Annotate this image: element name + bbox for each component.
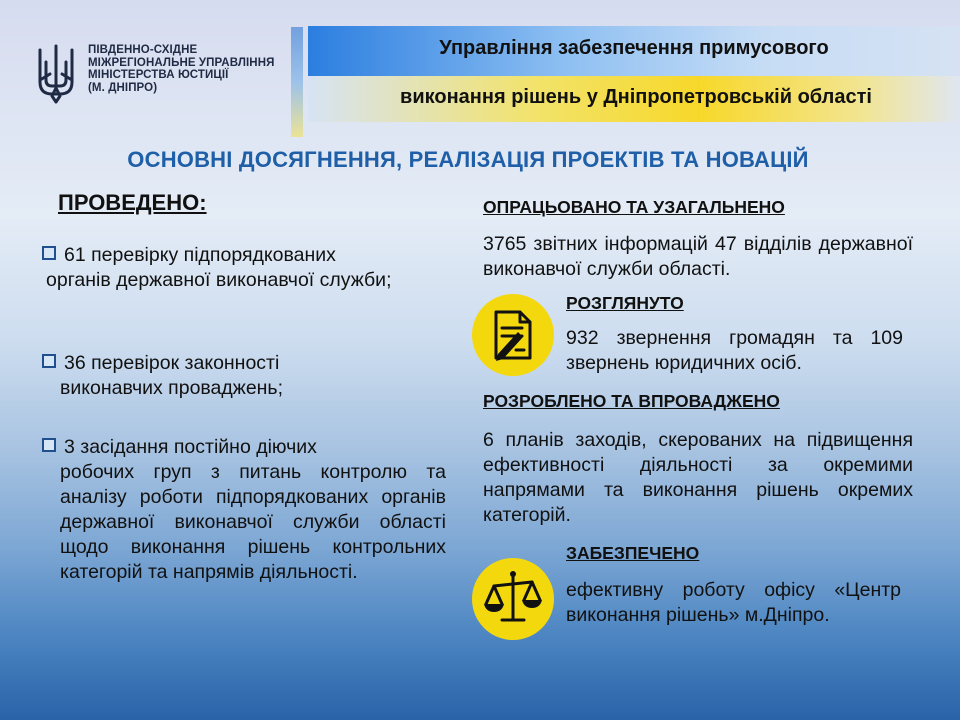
processed-heading: ОПРАЦЬОВАНО ТА УЗАГАЛЬНЕНО (483, 197, 785, 217)
org-line: ПІВДЕННО-СХІДНЕ (88, 44, 198, 56)
org-line: МІЖРЕГІОНАЛЬНЕ УПРАВЛІННЯ (88, 56, 275, 69)
list-item-text: виконавчих проваджень; (60, 377, 284, 399)
list-item-first-line (42, 351, 446, 376)
checkbox-bullet-icon (42, 438, 56, 452)
list-item-text: 61 перевірку підпорядкованих (64, 244, 336, 266)
checkbox-bullet-icon (42, 246, 56, 260)
ensured-heading: ЗАБЕЗПЕЧЕНО (566, 543, 700, 563)
org-name (88, 44, 274, 94)
header-accent-bar (291, 27, 303, 137)
org-line: (М. ДНІПРО) (88, 81, 158, 94)
document-pen-icon (472, 294, 554, 376)
checkbox-bullet-icon (42, 354, 56, 368)
ensured-text: ефективну роботу офісу «Центр виконання рішень» м.Дніпро. (566, 579, 901, 626)
list-item-text: 3 засідання постійно діючих (64, 436, 317, 458)
main-title: ОСНОВНІ ДОСЯГНЕННЯ, РЕАЛІЗАЦІЯ ПРОЕКТІВ ТА НОВАЦІЙ (127, 147, 809, 172)
list-item-text: органів державної виконавчої служби; (46, 269, 392, 291)
left-heading: ПРОВЕДЕНО: (58, 190, 207, 215)
reviewed-heading: РОЗГЛЯНУТО (566, 293, 684, 313)
processed-text: 3765 звітних інформацій 47 відділів державної виконавчої служби області. (483, 233, 913, 280)
list-item (42, 243, 446, 293)
scales-icon (472, 558, 554, 640)
list-item-first-line (42, 243, 446, 268)
list-item-text: робочих груп з питань контролю та аналізу роботи підпорядкованих органів державної виконавчої служби області щодо виконання рішень контрольних категорій та напрямів діяльності. (60, 461, 446, 583)
list-item (42, 351, 446, 401)
list-item-first-line (42, 435, 446, 460)
header-line-1: Управління забезпечення примусового (439, 37, 829, 59)
list-item-text: 36 перевірок законності (64, 352, 280, 374)
trident-icon (36, 42, 76, 104)
reviewed-text: 932 звернення громадян та 109 звернень юридичних осіб. (566, 327, 903, 374)
org-line: МІНІСТЕРСТВА ЮСТИЦІЇ (88, 69, 229, 81)
header-line-2: виконання рішень у Дніпропетровській області (400, 86, 872, 108)
list-item (42, 435, 446, 585)
developed-heading: РОЗРОБЛЕНО ТА ВПРОВАДЖЕНО (483, 391, 780, 411)
developed-text: 6 планів заходів, скерованих на підвищення ефективності діяльності за окремими напрямами та виконання рішень окремих категорій. (483, 429, 913, 526)
